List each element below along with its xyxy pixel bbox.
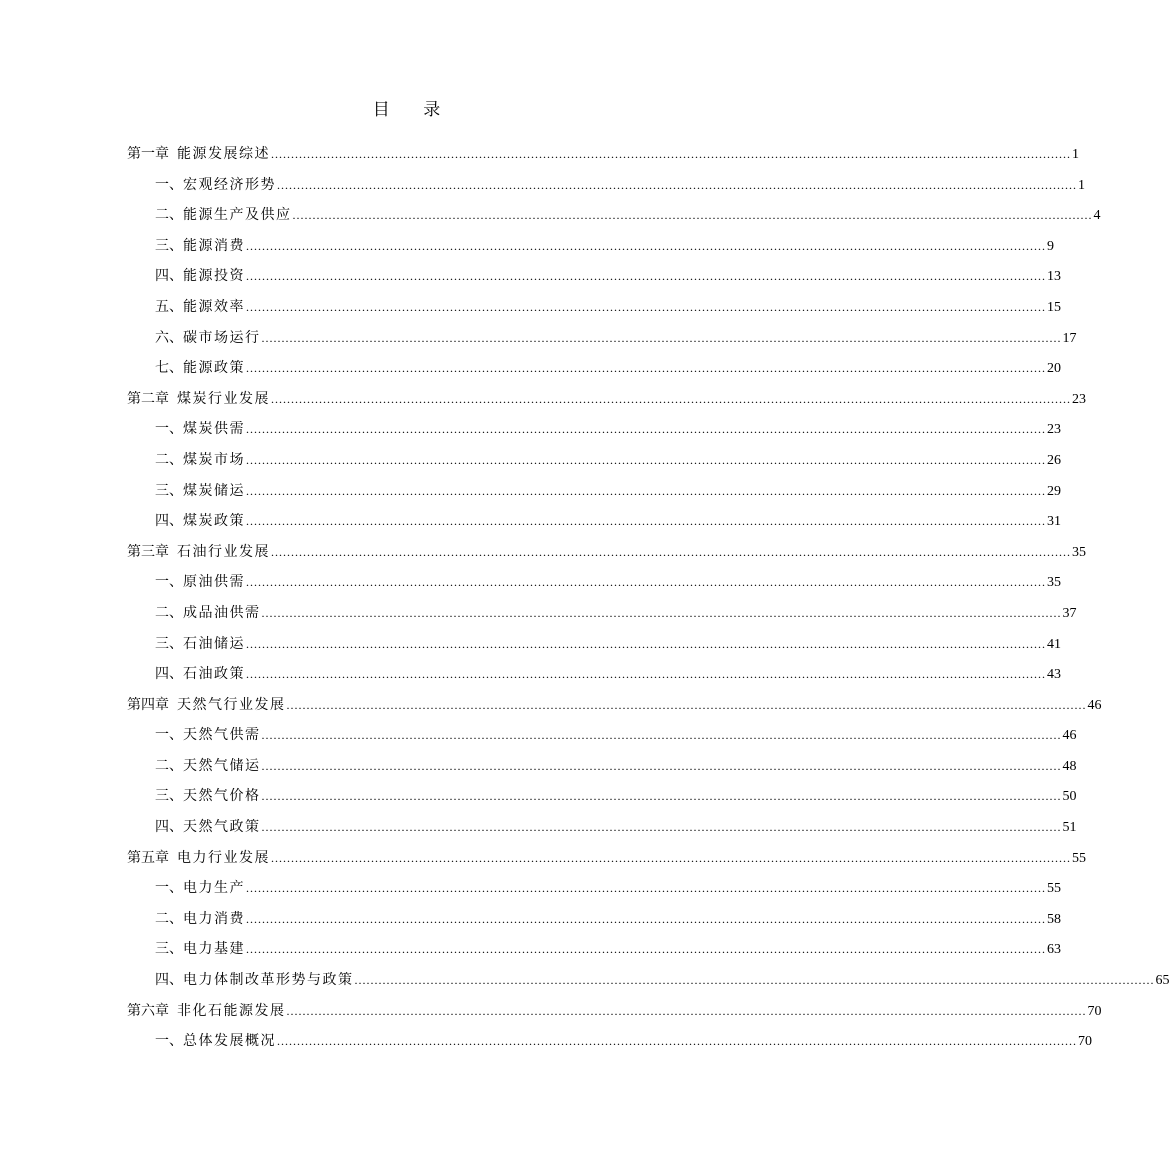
toc-entry-label [155, 754, 261, 778]
toc-section-entry[interactable] [127, 723, 1077, 754]
toc-dot-leader: ........................................................................................................................................................................................................ [246, 942, 1046, 957]
toc-entry-number: 一、 [155, 574, 183, 591]
toc-chapter-entry[interactable] [127, 999, 1102, 1030]
toc-entry-text: 电力基建 [183, 941, 245, 958]
toc-entry-label [127, 846, 270, 870]
toc-page-number: 58 [1047, 911, 1061, 927]
toc-section-entry[interactable] [127, 937, 1061, 968]
toc-dot-leader: ........................................................................................................................................................................................................ [246, 238, 1046, 253]
toc-entry-number: 七、 [155, 360, 183, 377]
toc-page-number: 48 [1062, 758, 1077, 774]
toc-section-entry[interactable] [127, 1029, 1092, 1060]
toc-entry-label [155, 295, 245, 319]
toc-page-number: 65 [1155, 973, 1170, 989]
toc-page-number: 43 [1047, 667, 1061, 683]
toc-dot-leader: ........................................................................................................................................................................................................ [277, 1034, 1077, 1049]
toc-page-number: 50 [1062, 789, 1077, 805]
toc-dot-leader: ........................................................................................................................................................................................................ [261, 330, 1062, 345]
toc-entry-label [155, 264, 245, 288]
toc-page-number: 35 [1047, 575, 1061, 591]
toc-entry-label [127, 693, 286, 717]
toc-chapter-entry[interactable] [127, 142, 1079, 173]
toc-page-number: 26 [1047, 452, 1061, 468]
toc-section-entry[interactable] [127, 509, 1061, 540]
toc-dot-leader: ........................................................................................................................................................................................................ [261, 758, 1062, 773]
toc-entry-number: 三、 [155, 635, 183, 652]
toc-section-entry[interactable] [127, 173, 1085, 204]
toc-page-number: 55 [1047, 881, 1061, 897]
toc-entry-text: 电力消费 [183, 910, 245, 927]
toc-entry-number: 一、 [155, 421, 183, 438]
toc-entry-number: 一、 [155, 727, 183, 744]
toc-dot-leader: ........................................................................................................................................................................................................ [246, 881, 1046, 896]
toc-entry-label [155, 662, 245, 686]
toc-section-entry[interactable] [127, 632, 1061, 663]
toc-entry-number: 一、 [155, 880, 183, 897]
toc-entry-text: 能源发展综述 [177, 146, 270, 162]
toc-entry-text: 能源效率 [183, 298, 245, 315]
toc-entry-number: 三、 [155, 482, 183, 499]
toc-entry-number: 第一章 [127, 146, 169, 162]
toc-entry-label [127, 387, 270, 411]
toc-entry-label [155, 356, 245, 380]
toc-page-number: 51 [1062, 820, 1077, 836]
toc-entry-number: 四、 [155, 972, 183, 989]
toc-page-number: 35 [1072, 544, 1086, 560]
toc-entry-text: 煤炭政策 [183, 513, 245, 530]
toc-entry-number: 三、 [155, 788, 183, 805]
toc-page-number: 23 [1072, 391, 1086, 407]
toc-dot-leader: ........................................................................................................................................................................................................ [354, 973, 1155, 988]
toc-entry-text: 煤炭行业发展 [177, 390, 270, 407]
toc-entry-label [155, 570, 245, 594]
toc-section-entry[interactable] [127, 479, 1061, 510]
toc-entry-label [155, 907, 245, 931]
toc-entry-text: 煤炭供需 [183, 421, 245, 438]
toc-section-entry[interactable] [127, 326, 1077, 357]
toc-dot-leader: ........................................................................................................................................................................................................ [277, 177, 1077, 192]
toc-entry-number: 二、 [155, 757, 183, 774]
toc-chapter-entry[interactable] [127, 693, 1102, 724]
toc-entry-number: 六、 [155, 329, 183, 346]
toc-dot-leader: ........................................................................................................................................................................................................ [246, 422, 1046, 437]
toc-entry-text: 原油供需 [183, 574, 245, 591]
toc-entry-label [127, 999, 286, 1023]
toc-entry-label [155, 632, 245, 656]
toc-dot-leader: ........................................................................................................................................................................................................ [271, 147, 1071, 161]
toc-page-number: 55 [1072, 850, 1086, 866]
toc-page-number: 41 [1047, 636, 1061, 652]
toc-entry-label [155, 1029, 276, 1053]
toc-dot-leader: ........................................................................................................................................................................................................ [246, 575, 1046, 590]
toc-entry-number: 四、 [155, 666, 183, 683]
toc-entry-text: 煤炭储运 [183, 482, 245, 499]
toc-entry-number: 二、 [155, 910, 183, 927]
toc-entry-label [155, 234, 245, 258]
toc-dot-leader: ........................................................................................................................................................................................................ [246, 911, 1046, 926]
toc-entry-number: 三、 [155, 941, 183, 958]
toc-page-number: 70 [1078, 1034, 1092, 1050]
toc-page-number: 31 [1047, 514, 1061, 530]
toc-entry-text: 宏观经济形势 [183, 176, 276, 193]
toc-dot-leader: ........................................................................................................................................................................................................ [246, 483, 1046, 498]
toc-entry-text: 碳市场运行 [183, 329, 261, 346]
toc-entry-number: 四、 [155, 513, 183, 530]
toc-dot-leader: ........................................................................................................................................................................................................ [292, 208, 1093, 223]
table-of-contents [127, 142, 1170, 1060]
toc-section-entry[interactable] [127, 815, 1077, 846]
toc-section-entry[interactable] [127, 448, 1061, 479]
toc-section-entry[interactable] [127, 356, 1061, 387]
toc-page-number: 37 [1062, 605, 1077, 621]
toc-chapter-entry[interactable] [127, 846, 1086, 877]
toc-entry-number: 一、 [155, 176, 183, 193]
toc-title: 目 录 [372, 100, 455, 120]
toc-dot-leader: ........................................................................................................................................................................................................ [261, 605, 1062, 620]
toc-entry-text: 电力体制改革形势与政策 [183, 972, 354, 989]
toc-entry-number: 第三章 [127, 543, 169, 560]
toc-section-entry[interactable] [127, 601, 1077, 632]
toc-entry-number: 一、 [155, 1033, 183, 1050]
toc-entry-label [155, 448, 245, 472]
toc-entry-label [155, 173, 276, 197]
toc-entry-label [155, 326, 261, 350]
toc-entry-label [155, 937, 245, 961]
toc-entry-number: 第二章 [127, 390, 169, 407]
toc-entry-text: 煤炭市场 [183, 451, 245, 468]
toc-entry-text: 石油政策 [183, 666, 245, 683]
toc-dot-leader: ........................................................................................................................................................................................................ [271, 391, 1071, 406]
toc-section-entry[interactable] [127, 876, 1061, 907]
toc-dot-leader: ........................................................................................................................................................................................................ [246, 514, 1046, 529]
toc-entry-label [155, 876, 245, 900]
toc-section-entry[interactable] [127, 907, 1061, 938]
toc-dot-leader: ........................................................................................................................................................................................................ [246, 299, 1046, 314]
toc-entry-number: 第四章 [127, 696, 169, 713]
toc-dot-leader: ........................................................................................................................................................................................................ [271, 850, 1071, 865]
toc-entry-text: 天然气行业发展 [177, 696, 286, 713]
toc-section-entry[interactable] [127, 570, 1061, 601]
toc-section-entry[interactable] [127, 417, 1061, 448]
toc-entry-text: 能源政策 [183, 360, 245, 377]
toc-section-entry[interactable] [127, 264, 1061, 295]
toc-entry-label [155, 417, 245, 441]
toc-section-entry[interactable] [127, 203, 1101, 234]
toc-entry-text: 成品油供需 [183, 604, 261, 621]
toc-entry-number: 二、 [155, 207, 183, 224]
toc-entry-text: 石油储运 [183, 635, 245, 652]
toc-page-number: 20 [1047, 361, 1061, 377]
toc-page-number: 70 [1087, 1003, 1102, 1019]
toc-entry-text: 总体发展概况 [183, 1033, 276, 1050]
toc-entry-number: 四、 [155, 268, 183, 285]
toc-page-number: 1 [1078, 177, 1085, 193]
toc-dot-leader: ........................................................................................................................................................................................................ [261, 728, 1062, 743]
toc-entry-text: 天然气供需 [183, 727, 261, 744]
toc-entry-label [155, 509, 245, 533]
toc-section-entry[interactable] [127, 295, 1061, 326]
toc-dot-leader: ........................................................................................................................................................................................................ [271, 544, 1071, 559]
toc-dot-leader: ........................................................................................................................................................................................................ [246, 636, 1046, 651]
toc-chapter-entry[interactable] [127, 387, 1086, 418]
toc-entry-number: 四、 [155, 819, 183, 836]
toc-entry-number: 五、 [155, 298, 183, 315]
toc-entry-number: 第六章 [127, 1002, 169, 1019]
toc-entry-label [127, 142, 270, 166]
toc-dot-leader: ........................................................................................................................................................................................................ [246, 361, 1046, 376]
toc-entry-text: 电力行业发展 [177, 849, 270, 866]
toc-page-number: 63 [1047, 942, 1061, 958]
toc-page-number: 15 [1047, 299, 1061, 315]
toc-page-number: 29 [1047, 483, 1061, 499]
toc-page-number: 9 [1047, 238, 1054, 254]
toc-entry-text: 天然气价格 [183, 788, 261, 805]
toc-dot-leader: ........................................................................................................................................................................................................ [286, 1003, 1087, 1018]
toc-dot-leader: ........................................................................................................................................................................................................ [246, 452, 1046, 467]
toc-entry-text: 天然气政策 [183, 819, 261, 836]
toc-entry-number: 三、 [155, 237, 183, 254]
toc-entry-number: 二、 [155, 604, 183, 621]
toc-chapter-entry[interactable] [127, 540, 1086, 571]
toc-entry-text: 能源生产及供应 [183, 207, 292, 224]
toc-section-entry[interactable] [127, 234, 1054, 265]
toc-entry-label [155, 784, 261, 808]
toc-entry-label [155, 601, 261, 625]
toc-section-entry[interactable] [127, 662, 1061, 693]
toc-dot-leader: ........................................................................................................................................................................................................ [261, 820, 1062, 835]
toc-page-number: 13 [1047, 269, 1061, 285]
toc-page-number: 17 [1062, 330, 1077, 346]
toc-entry-label [155, 815, 261, 839]
toc-dot-leader: ........................................................................................................................................................................................................ [246, 269, 1046, 284]
toc-entry-label [155, 479, 245, 503]
toc-section-entry[interactable] [127, 784, 1077, 815]
toc-entry-text: 非化石能源发展 [177, 1002, 286, 1019]
toc-entry-text: 电力生产 [183, 880, 245, 897]
toc-page-number: 4 [1093, 208, 1101, 224]
toc-entry-text: 石油行业发展 [177, 543, 270, 560]
toc-entry-text: 能源消费 [183, 237, 245, 254]
toc-entry-label [155, 968, 354, 992]
toc-entry-text: 天然气储运 [183, 757, 261, 774]
toc-entry-number: 二、 [155, 451, 183, 468]
toc-entry-text: 能源投资 [183, 268, 245, 285]
toc-section-entry[interactable] [127, 968, 1170, 999]
toc-entry-label [155, 203, 292, 227]
toc-entry-label [155, 723, 261, 747]
toc-entry-label [127, 540, 270, 564]
toc-page-number: 1 [1072, 147, 1079, 162]
toc-page-number: 23 [1047, 422, 1061, 438]
toc-page-number: 46 [1087, 697, 1102, 713]
toc-section-entry[interactable] [127, 754, 1077, 785]
toc-dot-leader: ........................................................................................................................................................................................................ [261, 789, 1062, 804]
toc-dot-leader: ........................................................................................................................................................................................................ [246, 667, 1046, 682]
toc-dot-leader: ........................................................................................................................................................................................................ [286, 697, 1087, 712]
toc-page-number: 46 [1062, 728, 1077, 744]
toc-entry-number: 第五章 [127, 849, 169, 866]
